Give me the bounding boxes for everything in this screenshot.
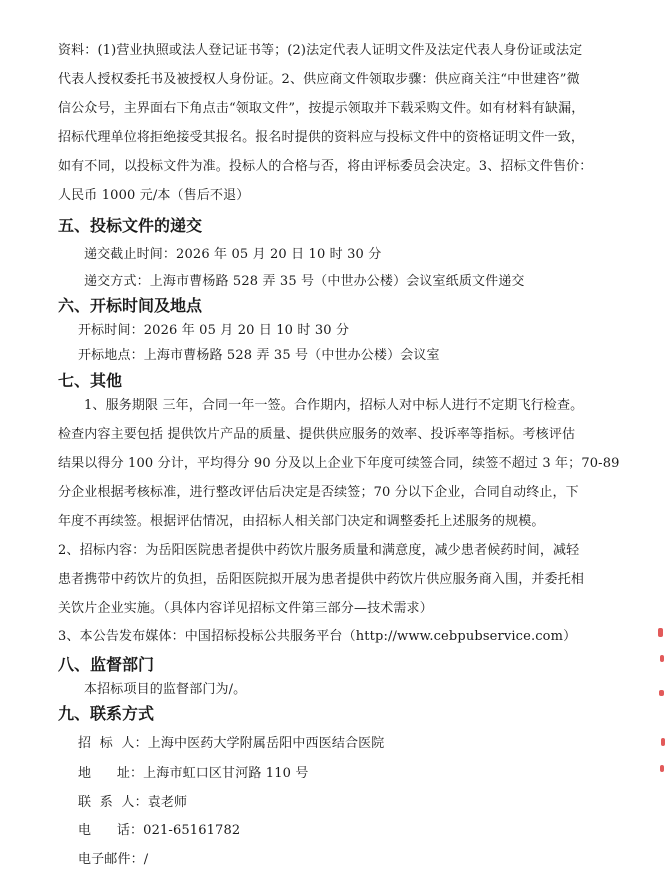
intro-line: 招标代理单位将拒绝接受其报名。报名时提供的资料应与投标文件中的资格证明文件一致， bbox=[58, 130, 585, 145]
other-item1-line: 年度不再续签。根据评估情况，由招标人相关部门决定和调整委托上述服务的规模。 bbox=[58, 514, 545, 529]
seal-fragment bbox=[658, 628, 663, 637]
seal-fragment bbox=[660, 765, 664, 772]
section9-heading: 九、联系方式 bbox=[58, 704, 155, 723]
opening-place: 开标地点：上海市曹杨路 528 弄 35 号（中世办公楼）会议室 bbox=[78, 348, 440, 363]
intro-line: 信公众号，主界面右下角点击“领取文件”，按提示领取并下载采购文件。如有材料有缺漏， bbox=[58, 101, 585, 116]
submission-deadline: 递交截止时间：2026 年 05 月 20 日 10 时 30 分 bbox=[84, 247, 382, 262]
other-item1-line: 检查内容主要包括 提供饮片产品的质量、提供供应服务的效率、投诉率等指标。考核评估 bbox=[58, 427, 576, 442]
supervision-text: 本招标项目的监督部门为/。 bbox=[84, 682, 247, 697]
contact-person: 联 系 人：袁老师 bbox=[78, 795, 188, 810]
other-item2-line: 患者携带中药饮片的负担，岳阳医院拟开展为患者提供中药饮片供应服务商入围，并委托相 bbox=[58, 572, 585, 587]
section6-heading: 六、开标时间及地点 bbox=[58, 296, 203, 315]
contact-address: 地 址：上海市虹口区甘河路 110 号 bbox=[78, 766, 309, 781]
intro-line: 代表人授权委托书及被授权人身份证。2、供应商文件领取步骤：供应商关注“中世建咨”微 bbox=[58, 72, 580, 87]
other-item2-line: 关饮片企业实施。（具体内容详见招标文件第三部分—技术需求） bbox=[58, 601, 433, 616]
other-item2-line: 2、招标内容：为岳阳医院患者提供中药饮片服务质量和满意度，减少患者候药时间，减轻 bbox=[58, 543, 580, 558]
other-item1-line: 结果以得分 100 分计，平均得分 90 分及以上企业下年度可续签合同，续签不超过 3 年；70-89 bbox=[58, 456, 620, 471]
contact-email: 电子邮件：/ bbox=[78, 852, 149, 867]
seal-fragment bbox=[659, 690, 664, 696]
publication-media: 3、本公告发布媒体：中国招标投标公共服务平台（http://www.cebpubservice.com） bbox=[58, 629, 577, 644]
intro-line: 资料：(1)营业执照或法人登记证书等；(2)法定代表人证明文件及法定代表人身份证或法定 bbox=[58, 43, 583, 58]
section8-heading: 八、监督部门 bbox=[58, 655, 155, 674]
other-item1-line: 1、服务期限 三年，合同一年一签。合作期内，招标人对中标人进行不定期飞行检查。 bbox=[84, 398, 584, 413]
seal-fragment bbox=[660, 655, 664, 662]
seal-fragment bbox=[661, 738, 665, 746]
contact-tenderer: 招 标 人：上海中医药大学附属岳阳中西医结合医院 bbox=[78, 736, 385, 751]
intro-line: 人民币 1000 元/本（售后不退） bbox=[58, 188, 250, 203]
section5-heading: 五、投标文件的递交 bbox=[58, 216, 203, 235]
opening-time: 开标时间：2026 年 05 月 20 日 10 时 30 分 bbox=[78, 323, 350, 338]
other-item1-line: 分企业根据考核标准，进行整改评估后决定是否续签；70 分以下企业，合同自动终止，下 bbox=[58, 485, 579, 500]
section7-heading: 七、其他 bbox=[58, 371, 123, 390]
contact-phone: 电 话：021-65161782 bbox=[78, 823, 241, 838]
intro-line: 如有不同，以投标文件为准。投标人的合格与否，将由评标委员会决定。3、招标文件售价： bbox=[58, 159, 593, 174]
submission-method: 递交方式：上海市曹杨路 528 弄 35 号（中世办公楼）会议室纸质文件递交 bbox=[84, 274, 525, 289]
